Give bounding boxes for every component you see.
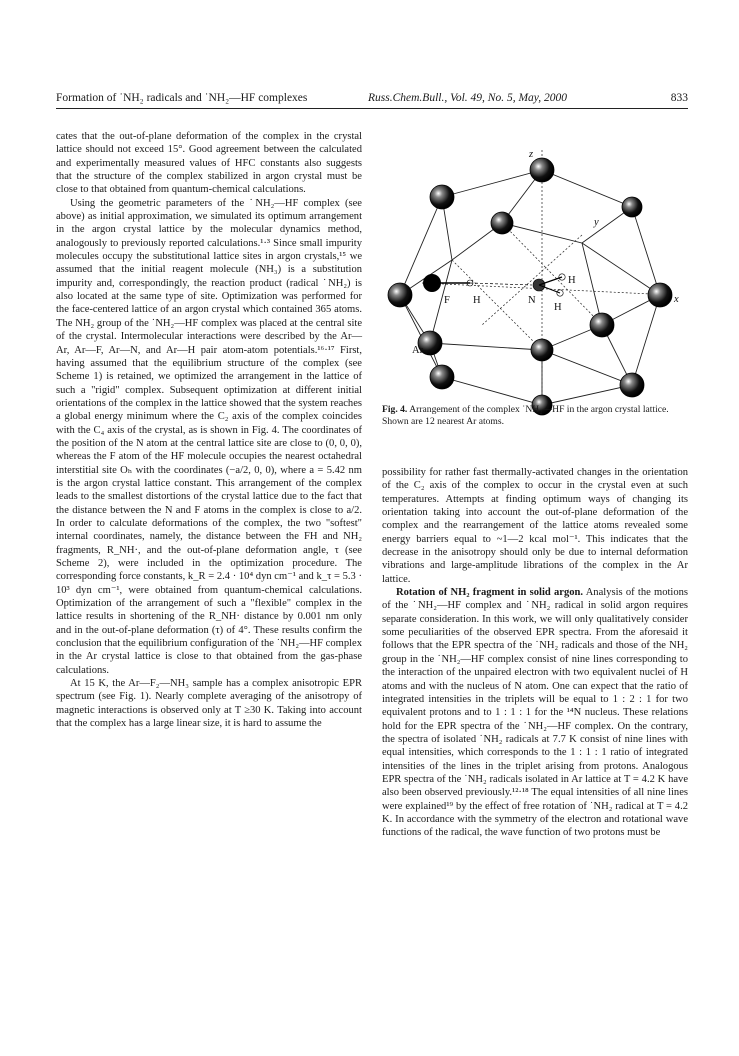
axis-y-label: y (594, 217, 599, 228)
label-h-hf: H (473, 295, 481, 306)
caption-text: Arrangement of the complex ˙NH₂—HF in the argon crystal lattice. Shown are 12 nearest Ar atoms. (382, 404, 669, 428)
label-ar: Ar (412, 345, 424, 356)
label-n: N (528, 295, 536, 306)
caption-label: Fig. 4. (382, 404, 408, 415)
paragraph-3: At 15 K, the Ar—F₂—NH₃ sample has a complex anisotropic EPR spectrum (see Fig. 1). Nearly complete averaging of the anisotropy of magnetic interactions is observed only at T ≥30 K. Taking into account that the complex has a large linear size, it is hard to assume the (56, 678, 362, 730)
left-column (56, 130, 362, 730)
page-number: 833 (670, 92, 688, 104)
figure-4-crystal-lattice (382, 130, 688, 430)
label-f: F (444, 295, 450, 306)
right-column (382, 466, 688, 840)
header-journal: Russ.Chem.Bull., Vol. 49, No. 5, May, 2000 (368, 92, 568, 104)
paragraph-right-2-text: Analysis of the motions of the ˙NH₂—HF complex and ˙NH₂ radical in solid argon requires separate consideration. In this work, we will only qualitatively consider some peculiarities of the observed EPR spectra. From the aforesaid it follows that the EPR spectra of the ˙NH₂ radicals and those of the NH₂ group in the ˙NH₂—HF complex consist of nine lines corresponding to the interaction of the unpaired electron with two equivalent nuclei of H atoms and with the nucleus of N atom. One can expect that the ratio of integrated intensities in the triplets will be equal to 1 : 2 : 1 for two equivalent protons and to 1 : 1 : 1 for the ¹⁴N nucleus. These relations hold for the EPR spectra of the ˙NH₂—HF complex. On the contrary, the spectra of isolated ˙NH₂ radicals at 7.7 K consist of nine lines with equal intensities, which corresponds to the 1 : 1 : 1 ratio of integrated intensities of the lines in the triplet arising from protons. Analogous EPR spectra of the ˙NH₂ radicals isolated in Ar lattice at T = 4.2 K have also been observed previously.¹²·¹⁸ The equal intensities of all nine lines were explained¹⁹ by the effect of free rotation of ˙NH₂ radical at T = 4.2 K. In accordance with the symmetry of the electron and rotational wave functions of the radical, the wave function of two protons must be (382, 587, 689, 839)
running-header (56, 90, 688, 109)
section-heading-rotation: Rotation of NH₂ fragment in solid argon. (396, 587, 584, 599)
label-h-lower: H (554, 302, 562, 313)
figure-caption (382, 404, 688, 429)
paragraph-right-2 (382, 586, 688, 840)
paragraph-2: Using the geometric parameters of the ˙NH₂—HF complex (see above) as initial approximation, we simulated its optimum arrangement in the argon crystal lattice by the molecular dynamics method, analogously to previously reported calculations.¹·³ Since small impurity molecules occupy the substitutional lattice sites in argon crystals,¹⁵ we assumed that the initial reagent molecule (NH₃) is a substitution impurity and, correspondingly, the reaction product (radical ˙NH₂) is also located at the same type of site. Optimization was performed for the face-centered lattice of an argon crystal which contained 365 atoms. The NH₂ group of the ˙NH₂—HF complex was placed at the central site of the crystal. Intermolecular interactions were described by the Ar—Ar, Ar—F, Ar—N, and Ar—H pair atom-atom potentials.¹⁶·¹⁷ First, having assumed that the equilibrium structure of the complex (see Scheme 1) is retained, we optimized the arrangement in the lattice of such a "rigid" complex. Subsequent optimization at different initial orientations of the complex in the lattice showed that the system reaches a global energy minimum where the C₂ axis of the complex coincides with the C₄ axis of the crystal, as is shown in Fig. 4. The coordinates of the position of the N atom at the central lattice site are close to (0, 0, 0), whereas the F atom of the HF molecule occupies the nearest octahedral interstitial site Oₕ with the coordinates (−a/2, 0, 0), where a = 5.42 nm is the argon crystal lattice constant. This arrangement of the complex leads to the smallest distortions of the crystal lattice due to the fact that the distance between the N and F atoms in the complex is close to a/2. In order to calculate deformations of the complex, the two "softest" internal coordinates, namely, the distance between the FH and NH₂ fragments, R_NH·, and the out-of-plane deformation angle, τ (see Scheme 2), were included in the optimization procedure. The corresponding force constants, k_R = 2.4 · 10⁴ dyn cm⁻¹ and k_τ = 5.3 · 10³ dyn cm⁻¹, were obtained from quantum-chemical calculations. Optimization of the arrangement of such a "flexible" complex in the lattice results in shortening of the R_NH· distance by 0.001 nm only and in the out-of-plane deformation (τ) of 4°. These results confirm the conclusion that the equilibrium configuration of the ˙NH₂—HF complex in the Ar crystal lattice is close to that obtained from the gas-phase calculations. (56, 197, 362, 676)
label-h-upper: H (568, 275, 576, 286)
complex-molecule (423, 274, 565, 296)
axis-x-label: x (674, 294, 679, 305)
paragraph-right-1: possibility for rather fast thermally-activated changes in the orientation of the C₂ axis of the complex to occur in the crystal even at such temperatures. Attempts at finding optimum ways of changing its orientation taking into account the out-of-plane deformation of the complex and the rearrangement of the lattice atoms revealed some energy barriers equal to ~1—2 kcal mol⁻¹. This indicates that the decrease in the anisotropy should only be due to internal deformation vibrations and large-amplitude librations of the complex in the Ar lattice. (382, 467, 688, 585)
paragraph-1: cates that the out-of-plane deformation of the complex in the crystal lattice should not exceed 15°. Good agreement between the calculated and experimentally measured values of HFC constants also suggests that the structure of the complex stabilized in argon crystal must be close to that obtained from quantum-chemical calculations. (56, 131, 362, 196)
header-title: Formation of ˙NH₂ radicals and ˙NH₂—HF complexes (56, 92, 308, 104)
axis-z-label: z (529, 149, 534, 160)
